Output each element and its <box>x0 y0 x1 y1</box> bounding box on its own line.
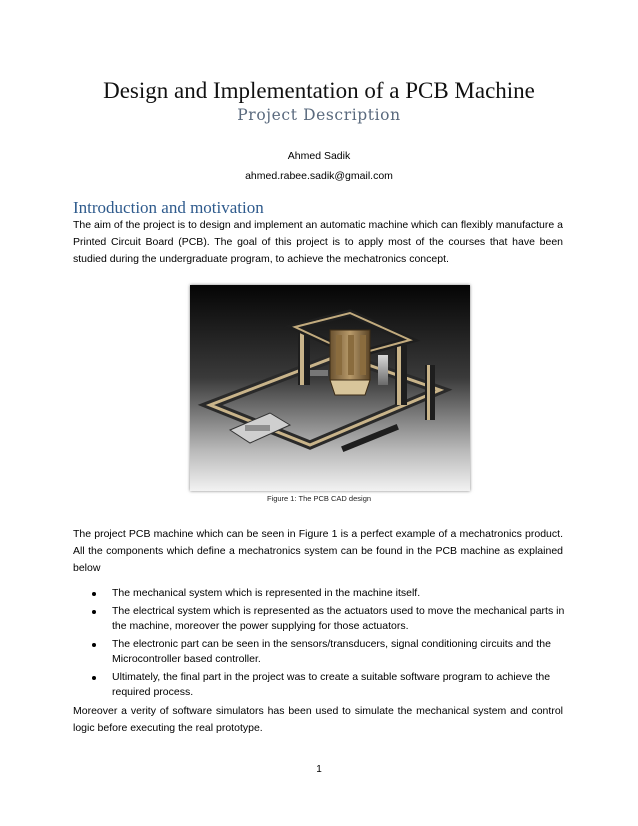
pcb-cad-render <box>190 285 470 491</box>
author-name: Ahmed Sadik <box>287 150 351 162</box>
author-email: ahmed.rabee.sadik@gmail.com <box>245 170 393 182</box>
document-title: Design and Implementation of a PCB Machine <box>103 78 535 103</box>
list-item <box>92 637 567 667</box>
page-number: 1 <box>316 764 322 775</box>
bullet-list <box>92 586 567 703</box>
list-item-text: The electronic part can be seen in the sensors/transducers, signal conditioning circuits and the Microcontroller based controller. <box>112 638 551 665</box>
figure-caption: Figure 1: The PCB CAD design <box>266 494 372 503</box>
bullet-icon <box>92 643 96 647</box>
list-item <box>92 670 567 700</box>
document-subtitle: Project Description <box>237 106 401 124</box>
list-item-text: The electrical system which is represented as the actuators used to move the mechanical parts in the machine, moreover the power supplying for those actuators. <box>112 605 565 632</box>
bullet-icon <box>92 610 96 614</box>
body-paragraph: The project PCB machine which can be seen in Figure 1 is a perfect example of a mechatronics product. All the components which define a mechatronics system can be found in the PCB machine as explained below <box>73 528 563 574</box>
bullet-icon <box>92 676 96 680</box>
list-item <box>92 604 567 634</box>
bullet-icon <box>92 592 96 596</box>
list-item <box>92 586 567 601</box>
pcb-cad-figure <box>190 285 470 491</box>
list-item-text: The mechanical system which is represented in the machine itself. <box>112 587 421 599</box>
list-item-text: Ultimately, the final part in the project was to create a suitable software program to achieve the required process. <box>112 671 551 698</box>
section-heading: Introduction and motivation <box>73 198 264 217</box>
intro-paragraph: The aim of the project is to design and implement an automatic machine which can flexibly manufacture a Printed Circuit Board (PCB). The goal of this project is to apply most of the courses that have been studied during the undergraduate program, to achieve the mechatronics concept. <box>73 219 563 265</box>
closing-paragraph: Moreover a verity of software simulators has been used to simulate the mechanical system and control logic before executing the real prototype. <box>73 705 563 734</box>
